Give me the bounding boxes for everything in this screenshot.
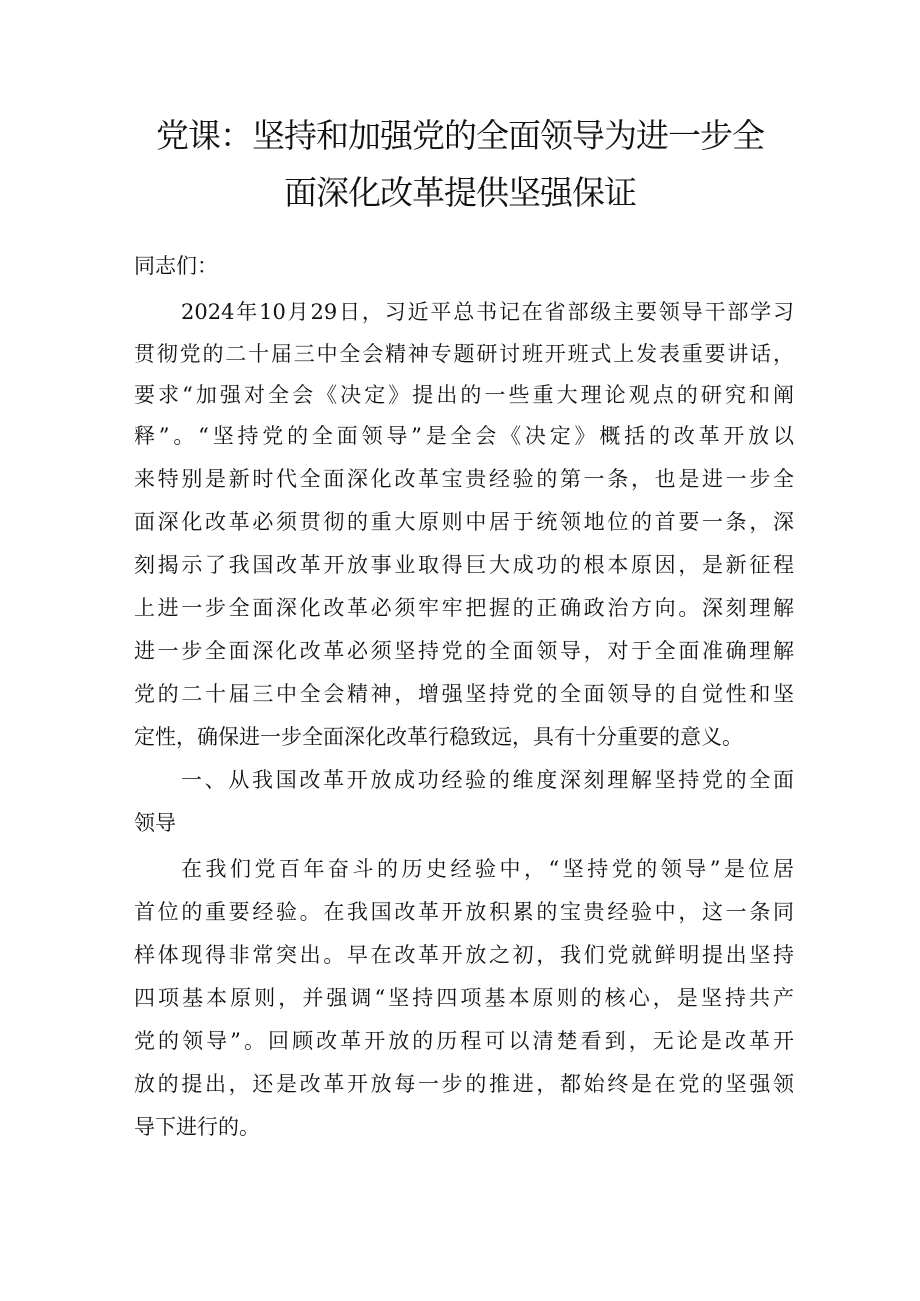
paragraph-2-line-2: 首位的重要经验。在我国改革开放积累的宝贵经验中，这一条同 — [134, 900, 794, 924]
title-line-1: 党课：坚持和加强党的全面领导为进一步全 — [156, 116, 764, 155]
paragraph-1-line-7: 刻揭示了我国改革开放事业取得巨大成功的根本原因，是新征程 — [134, 553, 794, 577]
paragraph-1-line-5: 来特别是新时代全面深化改革宝贵经验的第一条，也是进一步全 — [134, 467, 794, 491]
section-heading-1-line-1: 一、从我国改革开放成功经验的维度深刻理解坚持党的全面 — [181, 768, 794, 792]
section-heading-1-line-2: 领导 — [134, 811, 176, 835]
paragraph-1-line-8: 上进一步全面深化改革必须牢牢把握的正确政治方向。深刻理解 — [134, 596, 794, 620]
paragraph-1-line-1: 2024年10月29日，习近平总书记在省部级主要领导干部学习 — [181, 300, 794, 324]
paragraph-1-line-2: 贯彻党的二十届三中全会精神专题研讨班开班式上发表重要讲话， — [134, 342, 794, 366]
paragraph-2-line-1: 在我们党百年奋斗的历史经验中，“坚持党的领导”是位居 — [181, 857, 794, 881]
paragraph-1-line-10: 党的二十届三中全会精神，增强坚持党的全面领导的自觉性和坚 — [134, 682, 794, 706]
paragraph-2-line-6: 放的提出，还是改革开放每一步的推进，都始终是在党的坚强领 — [134, 1072, 794, 1096]
paragraph-1-line-4: 释”。“坚持党的全面领导”是全会《决定》概括的改革开放以 — [134, 424, 794, 448]
title-line-2: 面深化改革提供坚强保证 — [284, 173, 636, 212]
salutation: 同志们： — [134, 254, 218, 278]
paragraph-1-line-3: 要求“加强对全会《决定》提出的一些重大理论观点的研究和阐 — [134, 383, 794, 407]
paragraph-2-line-7: 导下进行的。 — [134, 1115, 260, 1139]
paragraph-2-line-5: 党的领导”。回顾改革开放的历程可以清楚看到，无论是改革开 — [134, 1029, 794, 1053]
paragraph-2-line-3: 样体现得非常突出。早在改革开放之初，我们党就鲜明提出坚持 — [134, 943, 794, 967]
paragraph-1-line-11: 定性，确保进一步全面深化改革行稳致远，具有十分重要的意义。 — [134, 725, 743, 749]
paragraph-2-line-4: 四项基本原则，并强调“坚持四项基本原则的核心，是坚持共产 — [134, 986, 794, 1010]
paragraph-1-line-6: 面深化改革必须贯彻的重大原则中居于统领地位的首要一条，深 — [134, 510, 794, 534]
paragraph-1-line-9: 进一步全面深化改革必须坚持党的全面领导，对于全面准确理解 — [134, 639, 794, 663]
